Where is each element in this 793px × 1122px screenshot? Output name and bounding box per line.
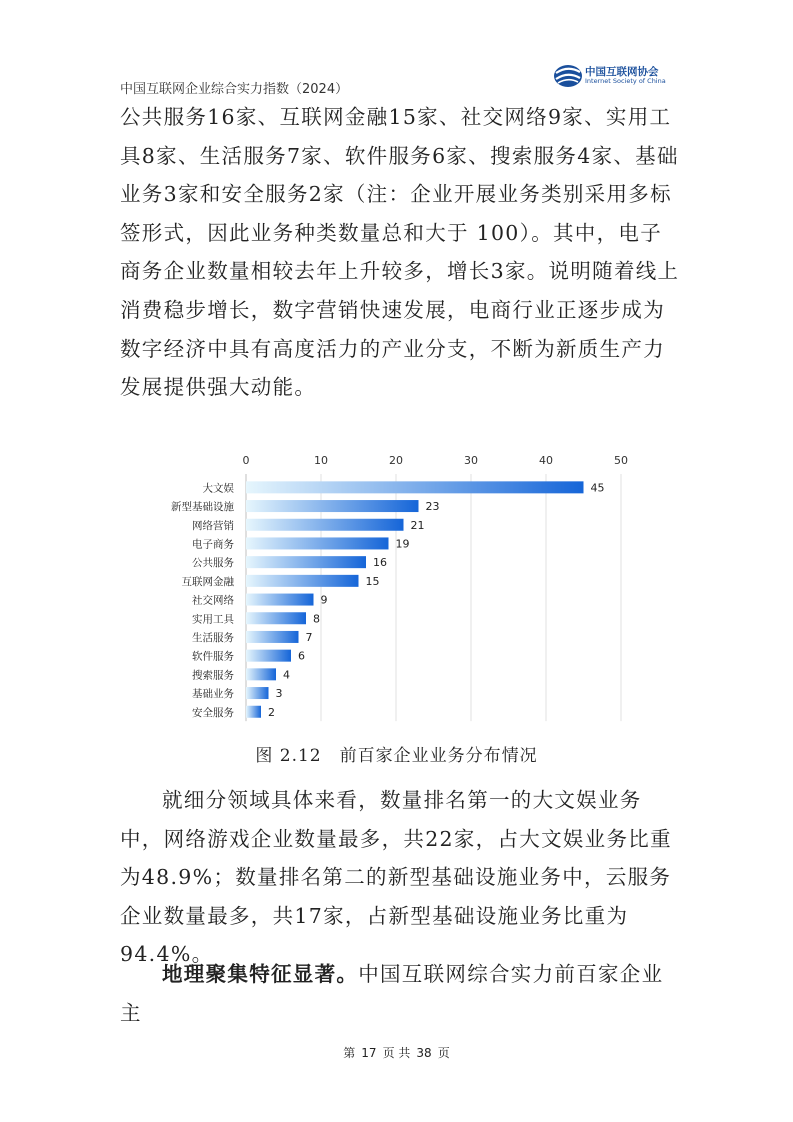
body-paragraph-3	[120, 955, 680, 1032]
x-tick-label: 20	[389, 454, 403, 467]
category-label: 新型基础设施	[171, 501, 234, 514]
bar	[246, 687, 269, 699]
data-label: 9	[320, 593, 328, 607]
data-label: 7	[305, 630, 313, 644]
category-label: 实用工具	[192, 613, 234, 626]
page-footer	[0, 1044, 793, 1061]
figure-caption: 图 2.12 前百家企业业务分布情况	[255, 746, 538, 766]
bar	[246, 575, 359, 587]
x-tick-label: 30	[464, 454, 478, 467]
data-label: 4	[283, 668, 290, 682]
footer-middle: 页 共	[382, 1046, 411, 1060]
category-label: 安全服务	[192, 706, 234, 719]
bar	[246, 594, 314, 606]
logo-subtitle: Internet Society of China	[585, 77, 666, 85]
data-label: 2	[268, 705, 275, 719]
data-label: 21	[410, 518, 425, 532]
bar	[246, 500, 419, 512]
data-label: 16	[373, 556, 387, 570]
category-label: 互联网金融	[181, 575, 234, 588]
bar	[246, 481, 584, 493]
data-label: 23	[425, 500, 440, 514]
x-tick-label: 50	[614, 454, 628, 467]
footer-prefix: 第	[343, 1046, 356, 1060]
logo	[553, 62, 673, 90]
header-title: 中国互联网企业综合实力指数（2024）	[120, 82, 349, 97]
bar	[246, 668, 276, 680]
paragraph-1-text: 公共服务16家、互联网金融15家、社交网络9家、实用工具8家、生活服务7家、软件服务6家、搜索服务4家、基础业务3家和安全服务2家（注：企业开展业务类别采用多标签形式，因此业务种类数量总和大于 100）。其中，电子商务企业数量相较去年上升较多，增长3家。说明随着线上消费稳步增长，数字营销快速发展，电商行业正逐步成为数字经济中具有高度活力的产业分支，不断为新质生产力发展提供强大动能。	[120, 105, 680, 400]
category-label: 公共服务	[192, 557, 234, 570]
paragraph-3-text	[120, 955, 680, 1032]
data-label: 19	[395, 537, 410, 551]
bar	[246, 519, 404, 531]
footer-total-pages: 38	[416, 1046, 432, 1060]
data-label: 45	[590, 481, 605, 495]
body-paragraph-1	[120, 98, 680, 407]
paragraph-3-body: 中国互联网综合实力前百家企业主	[120, 962, 664, 1025]
category-label: 软件服务	[192, 650, 234, 663]
category-label: 电子商务	[192, 538, 234, 551]
data-label: 8	[313, 612, 320, 626]
x-tick-label: 40	[539, 454, 553, 467]
body-paragraph-2	[120, 781, 680, 974]
bar	[246, 556, 366, 568]
bar	[246, 631, 299, 643]
bar	[246, 650, 291, 662]
category-label: 网络营销	[192, 519, 234, 532]
bar	[246, 612, 306, 624]
paragraph-3-heading: 地理聚集特征显著。	[162, 962, 359, 986]
globe-logo-icon	[553, 63, 583, 89]
category-label: 社交网络	[192, 594, 234, 607]
category-label: 搜索服务	[192, 669, 234, 682]
bar	[246, 706, 261, 718]
bar	[246, 537, 389, 549]
data-label: 3	[275, 687, 283, 701]
data-label: 15	[365, 574, 380, 588]
footer-suffix: 页	[437, 1046, 450, 1060]
business-distribution-chart	[150, 448, 640, 723]
footer-page-number: 17	[361, 1046, 377, 1060]
category-label: 大文娱	[202, 482, 234, 495]
x-tick-label: 0	[242, 454, 250, 467]
x-tick-label: 10	[314, 454, 328, 467]
logo-name: 中国互联网协会	[585, 66, 659, 78]
category-label: 生活服务	[192, 631, 234, 644]
paragraph-2-text: 就细分领域具体来看，数量排名第一的大文娱业务中，网络游戏企业数量最多，共22家，占大文娱业务比重为48.9%；数量排名第二的新型基础设施业务中，云服务企业数量最多，共17家，占新型基础设施业务比重为94.4%。	[120, 788, 672, 967]
data-label: 6	[298, 649, 305, 663]
category-label: 基础业务	[192, 688, 234, 701]
